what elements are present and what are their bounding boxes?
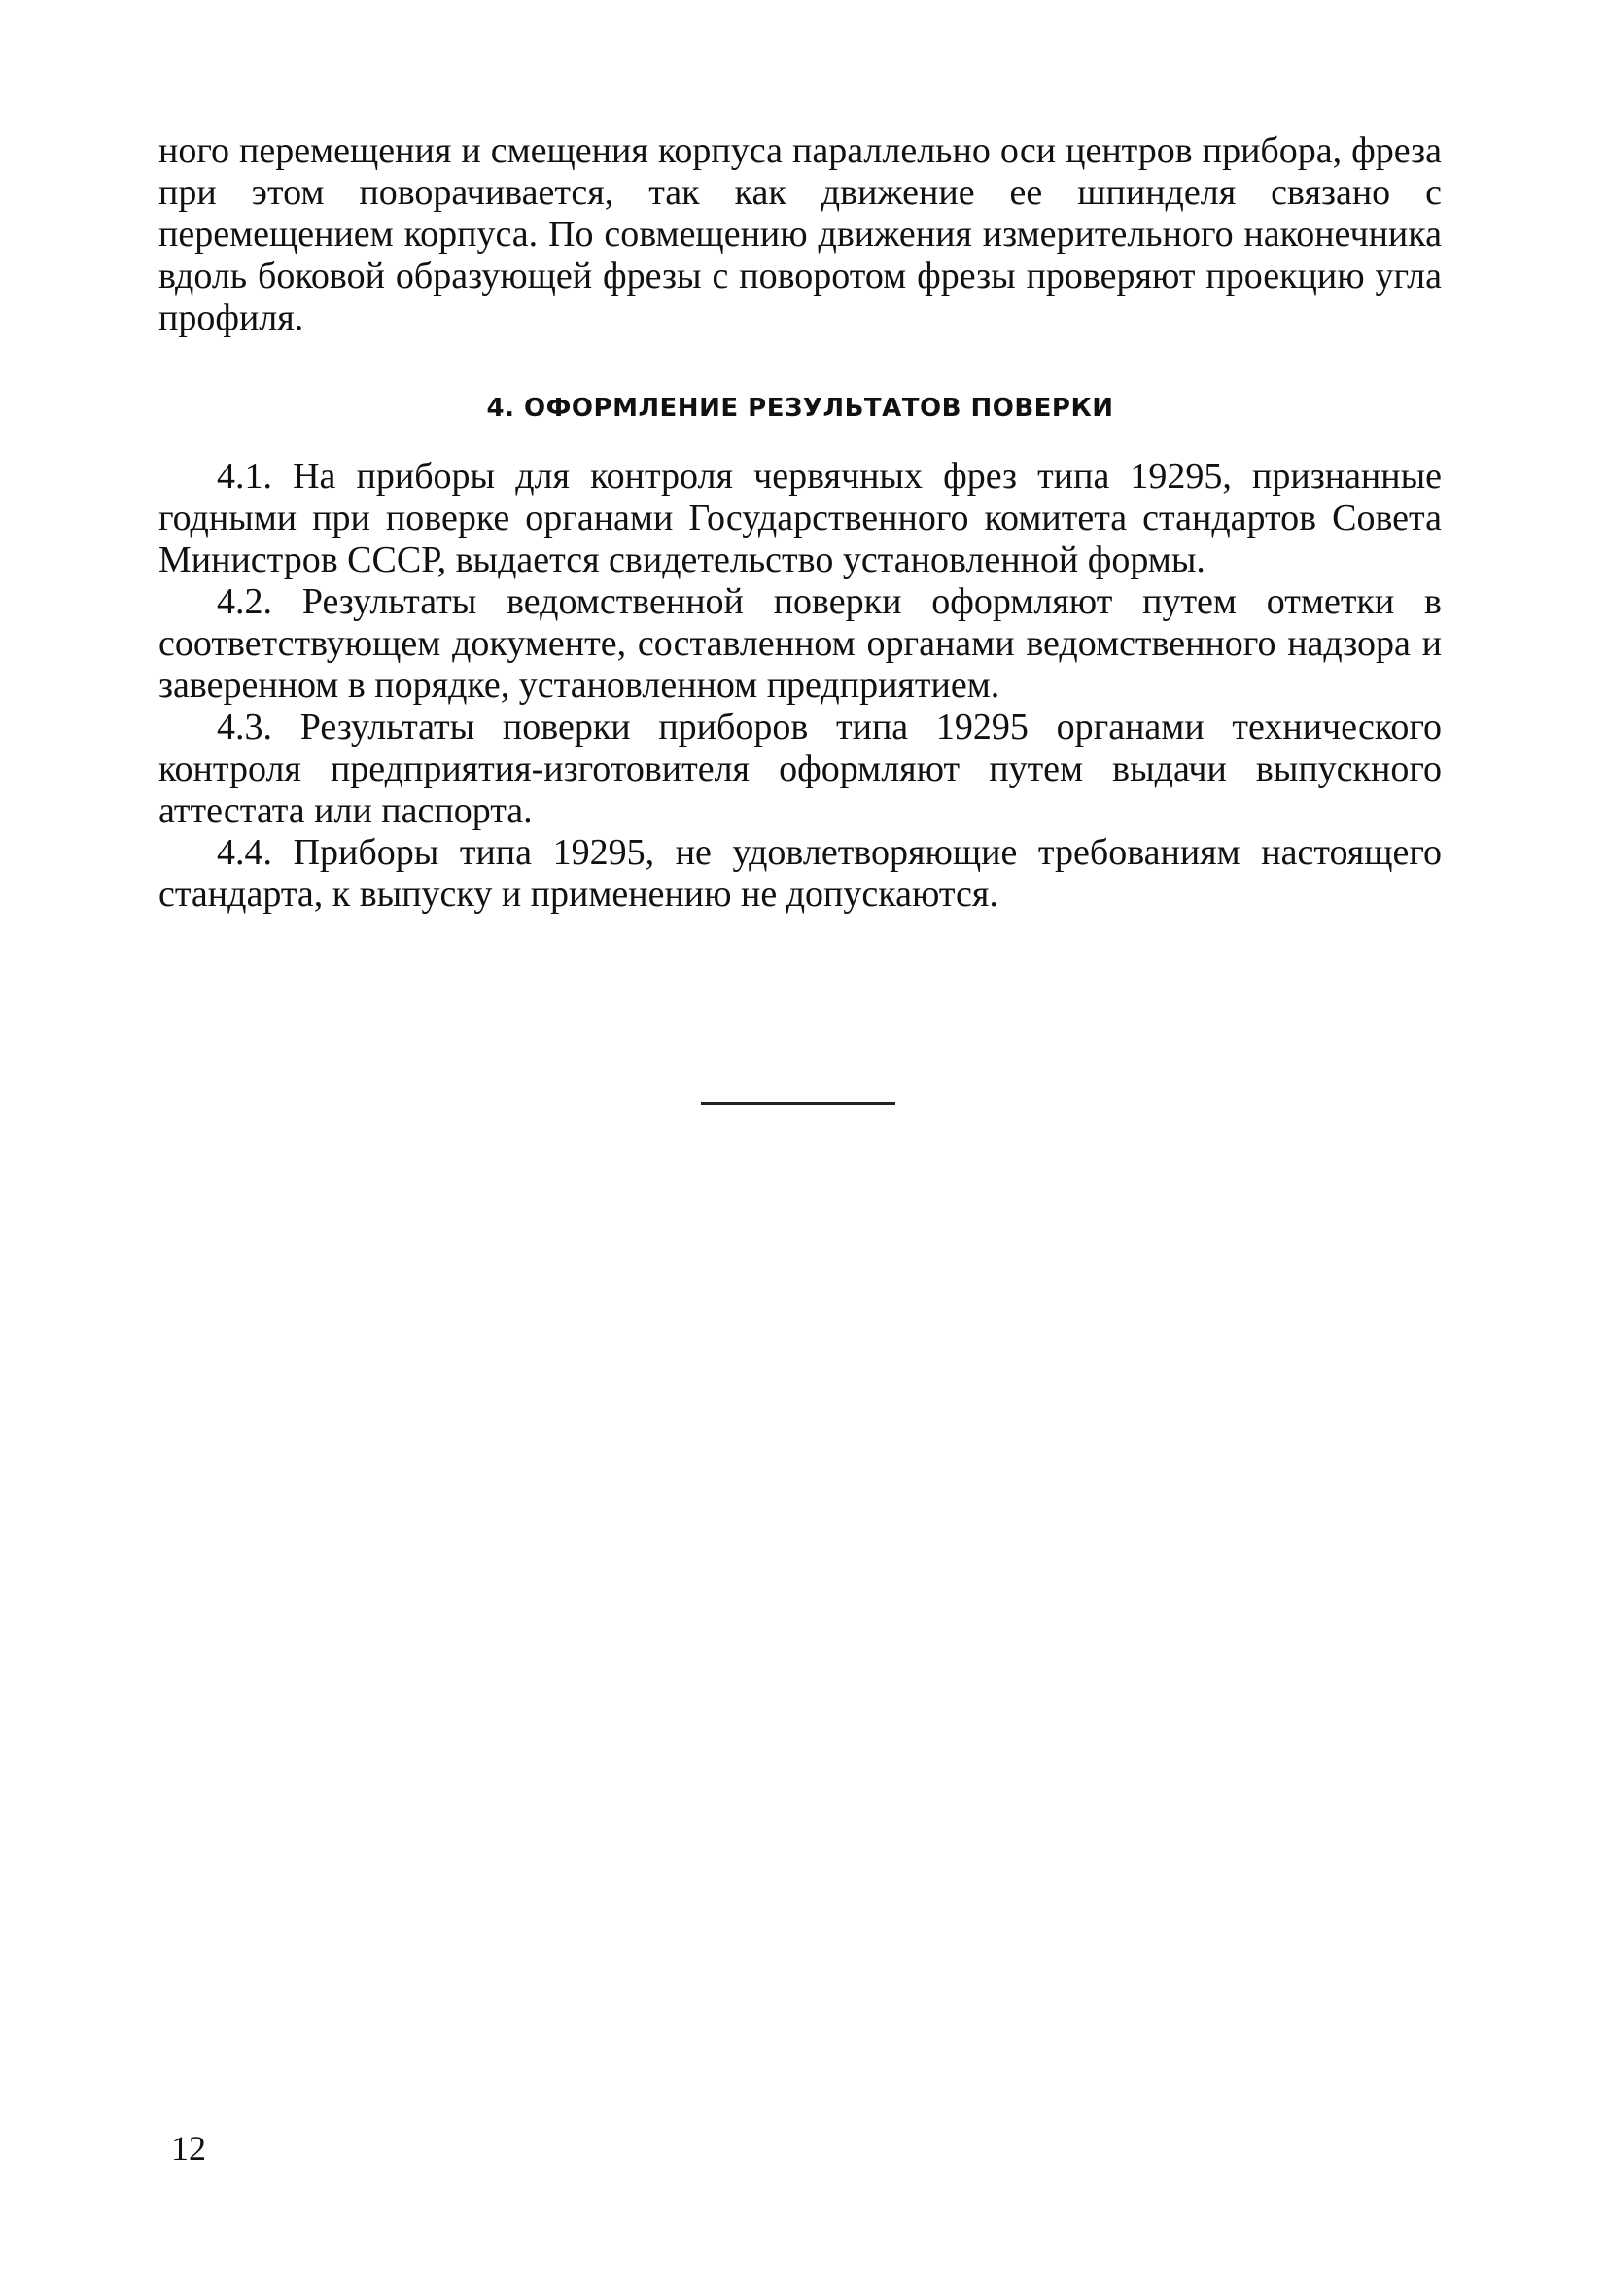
section-heading: 4. ОФОРМЛЕНИЕ РЕЗУЛЬТАТОВ ПОВЕРКИ bbox=[486, 394, 1114, 423]
clause-4-1: 4.1. На приборы для контроля червячных фрез типа 19295, признанные годными при поверке органами Государственного комитета стандартов Совета Министров СССР, выдается свидетельство установленной формы. bbox=[158, 456, 1442, 580]
end-rule-divider bbox=[701, 1102, 895, 1105]
clause-4-2: 4.2. Результаты ведомственной поверки оформляют путем отметки в соответствующем документе, составленном органами ведомственного надзора и заверенном в порядке, установленном предприятием. bbox=[158, 581, 1442, 706]
clause-4-4: 4.4. Приборы типа 19295, не удовлетворяющие требованиям настоящего стандарта, к выпуску и применению не допускаются. bbox=[158, 832, 1442, 915]
clause-4-3: 4.3. Результаты поверки приборов типа 19295 органами технического контроля предприятия-изготовителя оформляют путем выдачи выпускного аттестата или паспорта. bbox=[158, 707, 1442, 831]
page-number: 12 bbox=[171, 2129, 206, 2168]
continuation-paragraph: ного перемещения и смещения корпуса параллельно оси центров прибора, фреза при этом поворачивается, так как движение ее шпинделя связано с перемещением корпуса. По совмещению движения измерительного наконечника вдоль боковой образующей фрезы с поворотом фрезы проверяют проекцию угла профиля. bbox=[158, 130, 1442, 338]
text-column bbox=[158, 130, 1442, 916]
